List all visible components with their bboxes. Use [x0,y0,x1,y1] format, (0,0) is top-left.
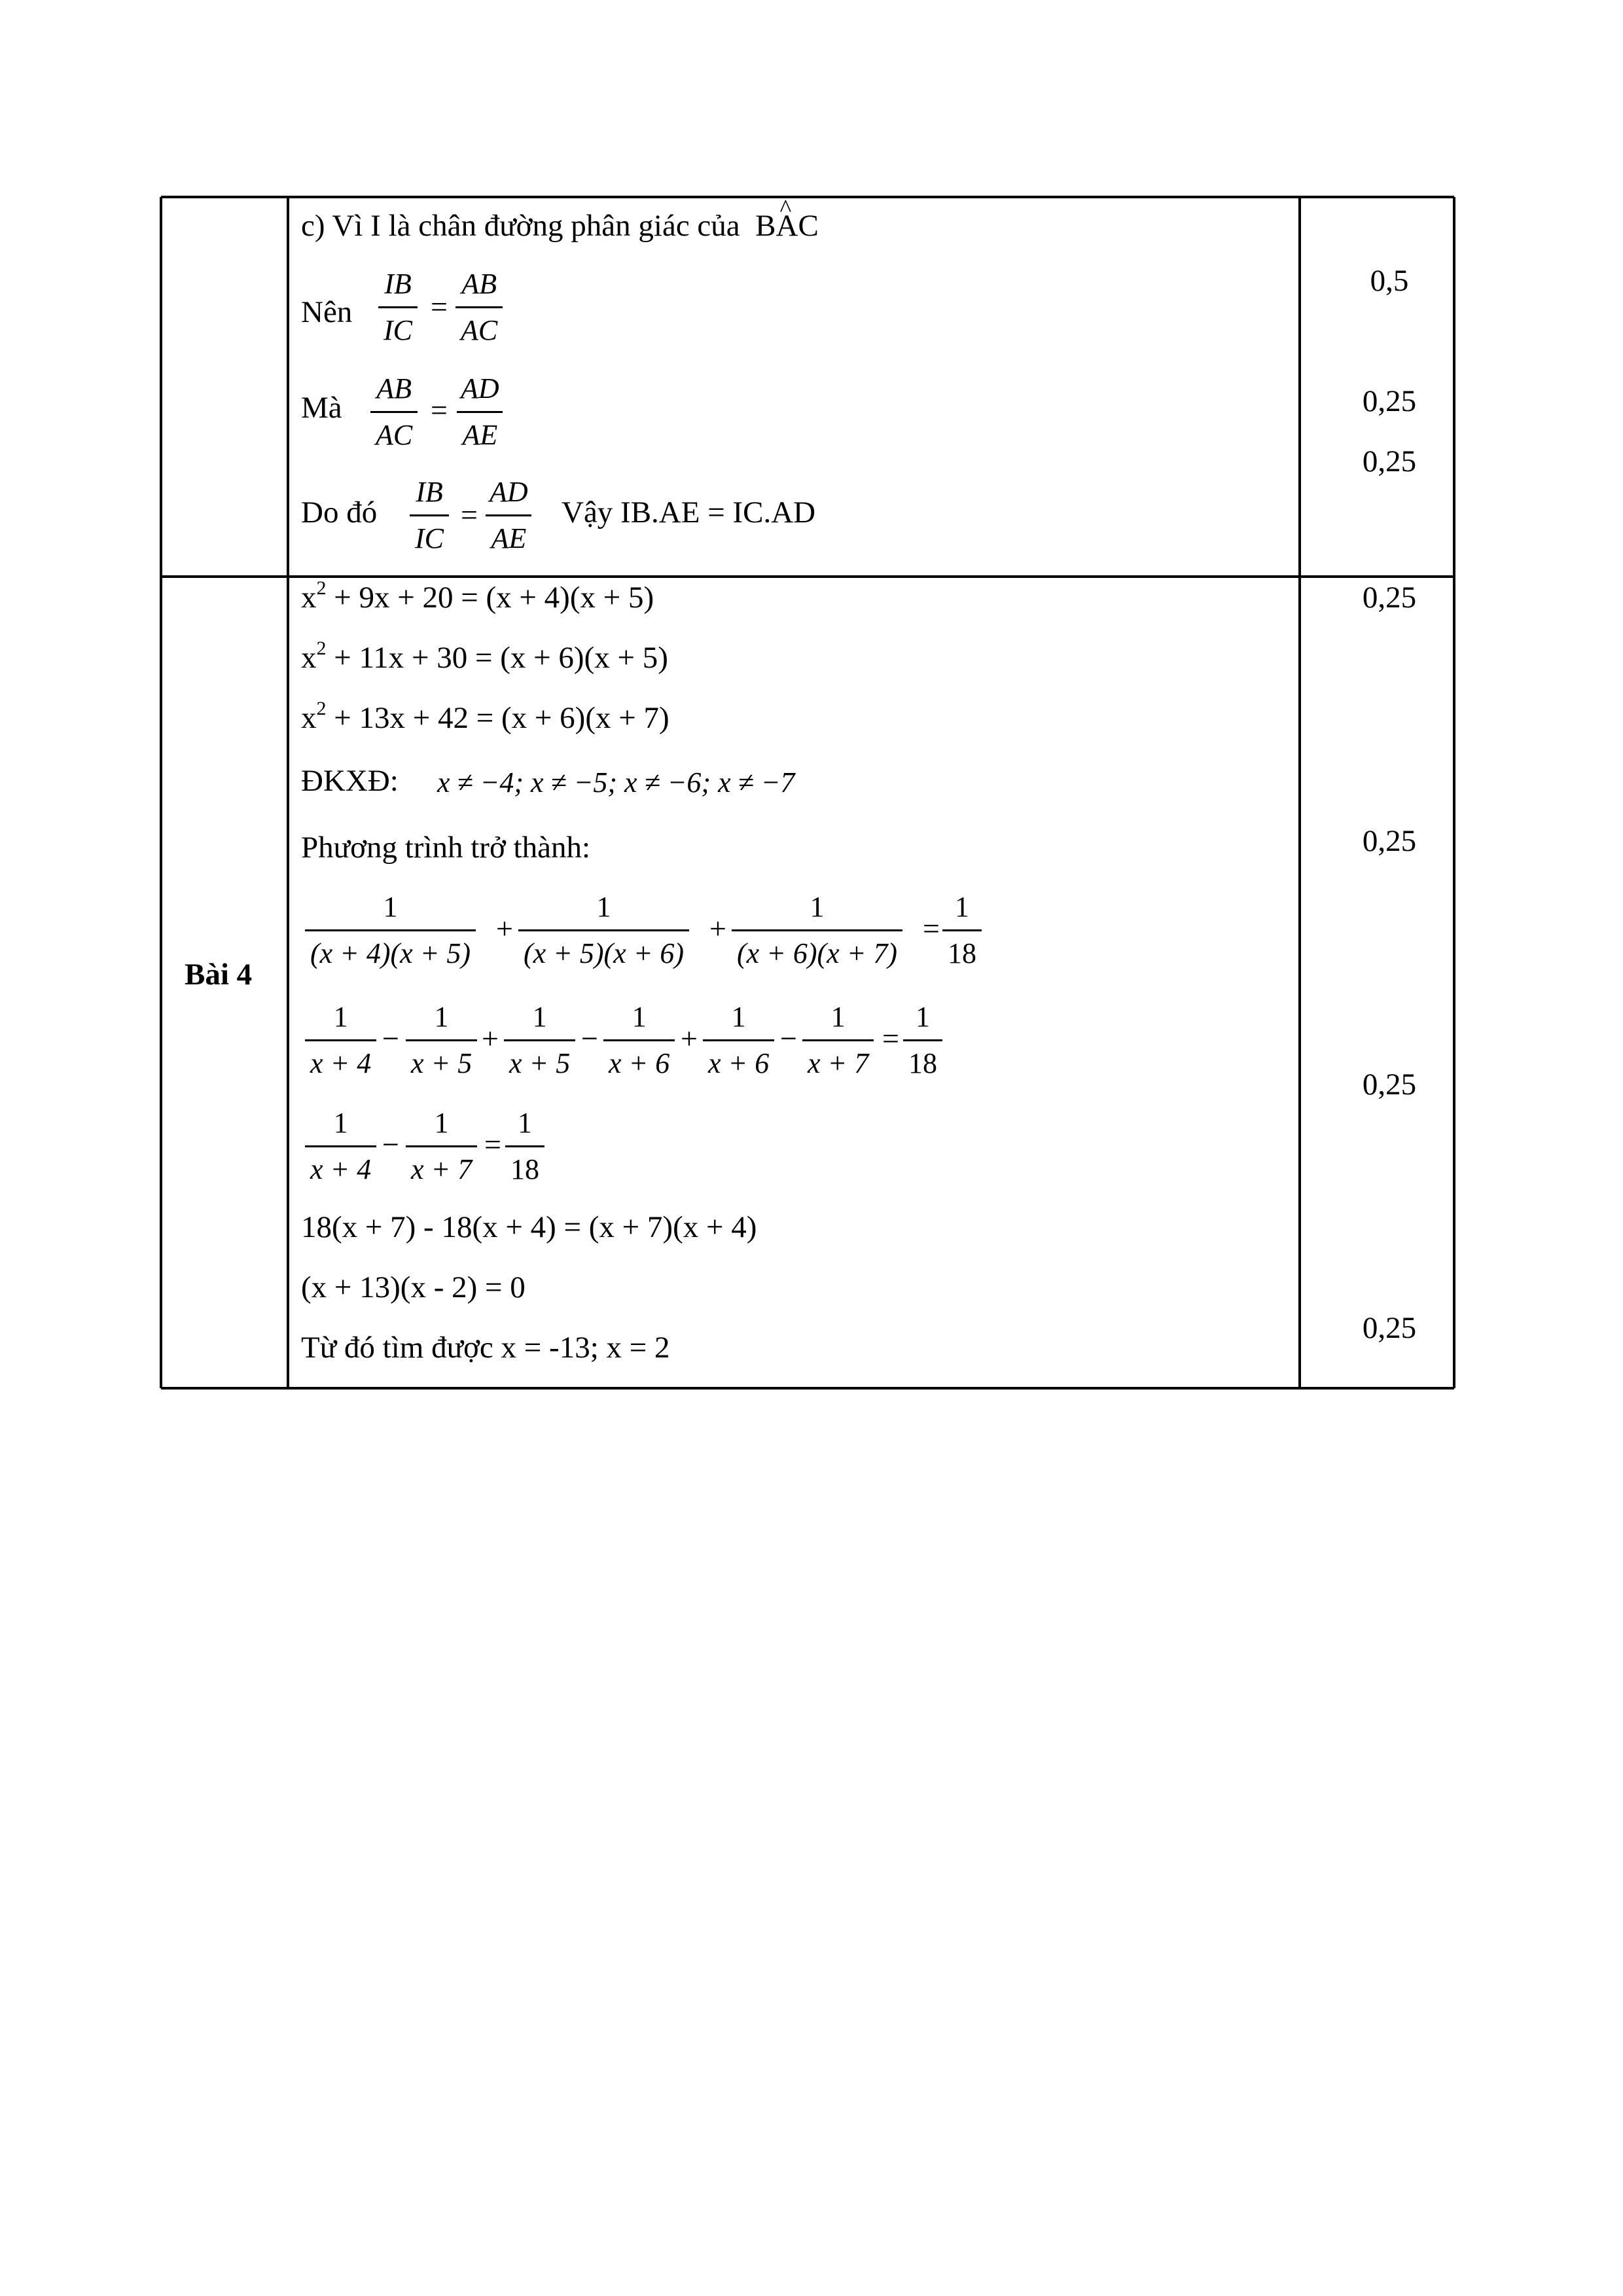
solution-line-c: Từ đó tìm được x = -13; x = 2 [301,1331,670,1365]
fraction-ib-ic-2: $\frac{IB}{IC}$ [410,478,449,553]
fraction-1-over-x4-b: $\frac{1}{x + 4}$ [305,1109,376,1184]
score-value: 0,25 [1362,1067,1417,1102]
fraction-ib-ic: $\frac{IB}{IC}$ [378,270,418,345]
fraction-ab-ac: $\frac{AB}{AC}$ [455,270,503,345]
fraction-ab-ac-2: $\frac{AB}{AC}$ [370,374,418,450]
plus-sign: + [482,1022,499,1055]
minus-sign: − [780,1022,797,1055]
factor-line-3: $x^2 + 13x + 42 = (x + 6)(x + 7)$ [301,698,669,735]
score-value: 0,25 [1362,581,1417,615]
part-c-intro: c) Vì I là chân đường phân giác của B^ AC [301,211,819,242]
plus-sign: + [681,1022,698,1055]
equals-sign: = [461,498,478,531]
minus-sign: − [382,1022,399,1055]
solution-line-a: 18(x + 7) - 18(x + 4) = (x + 7)(x + 4) [301,1210,757,1244]
fraction-1-over-18-c: $\frac{1}{18}$ [505,1109,544,1184]
factor-line-1: $x^2 + 9x + 20 = (x + 4)(x + 5)$ [301,577,654,615]
fraction-1-over-x7: $\frac{1}{x + 7}$ [802,1003,874,1078]
dkxd-label: ĐKXĐ: [301,764,399,798]
fraction-1-over-x6: $\frac{1}{x + 6}$ [603,1003,675,1078]
score-value: 0,25 [1362,384,1417,418]
factor-line-2: $x^2 + 11x + 30 = (x + 6)(x + 5)$ [301,637,668,675]
fraction-1-over-x5-b: $\frac{1}{x + 5}$ [504,1003,575,1078]
score-value: 0,5 [1370,264,1409,298]
fraction-1-over-x7-b: $\frac{1}{x + 7}$ [406,1109,477,1184]
fraction-1-over-x6-b: $\frac{1}{x + 6}$ [703,1003,774,1078]
dkxd-condition: x ≠ −4; x ≠ −5; x ≠ −6; x ≠ −7 [437,766,795,798]
fraction-1-over-d56: $\frac{1}{(x + 5)(x + 6)}$ [518,893,689,968]
equals-sign: = [484,1128,501,1161]
equals-sign: = [431,290,448,323]
equals-sign: = [431,393,448,427]
score-value: 0,25 [1362,824,1417,858]
fraction-1-over-d45: $\frac{1}{(x + 4)(x + 5)}$ [305,893,476,968]
fraction-1-over-18: $\frac{1}{18}$ [942,893,982,968]
fraction-1-over-x4: $\frac{1}{x + 4}$ [305,1003,376,1078]
equation-becomes-text: Phương trình trở thành: [301,831,591,865]
equals-sign: = [923,912,940,945]
solution-line-b: (x + 13)(x - 2) = 0 [301,1270,526,1304]
fraction-1-over-x5: $\frac{1}{x + 5}$ [406,1003,477,1078]
fraction-ad-ae-2: $\frac{AD}{AE}$ [484,478,533,553]
fraction-1-over-d67: $\frac{1}{(x + 6)(x + 7)}$ [732,893,902,968]
plus-sign: + [709,912,726,945]
row-label-bai-4: Bài 4 [185,958,253,992]
score-value: 0,25 [1362,444,1417,478]
fraction-ad-ae: $\frac{AD}{AE}$ [455,374,505,450]
equals-sign: = [882,1022,899,1055]
minus-sign: − [581,1022,598,1055]
ma-label: Mà [301,391,342,425]
do-do-label: Do đó [301,495,378,529]
nen-label: Nên [301,295,353,329]
fraction-1-over-18-b: $\frac{1}{18}$ [903,1003,942,1078]
minus-sign: − [382,1128,399,1161]
plus-sign: + [496,912,513,945]
score-value: 0,25 [1362,1311,1417,1345]
conclusion-text: Vậy IB.AE = IC.AD [562,495,816,529]
